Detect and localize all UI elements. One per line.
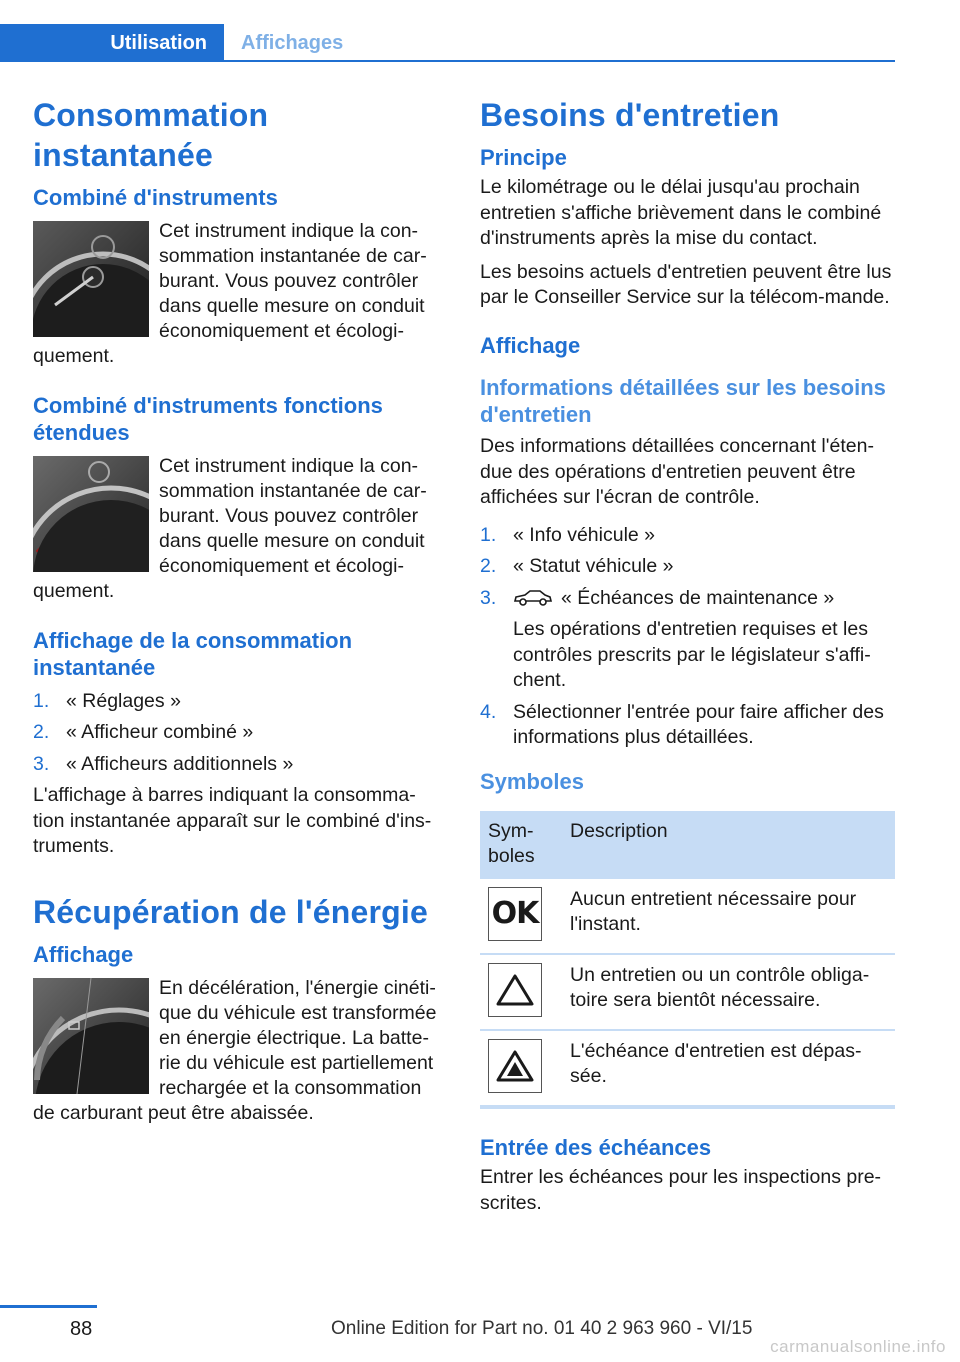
- gauge-image-3: [33, 978, 149, 1094]
- paragraph-infos: Des informations détaillées concernant l'éten-due des opérations d'entretien peuvent être affichées sur l'écran de contrôle.: [480, 435, 874, 509]
- page-number: 88: [70, 1318, 93, 1340]
- section-title-entretien: Besoins d'entretien: [480, 97, 780, 133]
- col-header-symboles: Sym-boles: [480, 811, 562, 879]
- table-row: [480, 1030, 895, 1107]
- warning-triangle-filled-icon: [488, 1039, 542, 1093]
- list-item: 1. « Info véhicule »: [480, 523, 656, 546]
- symbols-table: [480, 811, 895, 1109]
- heading-affichage: Affichage: [480, 332, 581, 358]
- heading-symboles: Symboles: [480, 768, 584, 794]
- col-header-description: Description: [562, 811, 895, 879]
- list-item: 2. « Afficheur combiné »: [33, 721, 254, 744]
- paragraph-principe-2: Les besoins actuels d'entretien peuvent être lus par le Conseiller Service sur la télécom-mande.: [480, 260, 892, 309]
- list-item: 1. « Réglages »: [33, 689, 181, 712]
- table-row: [480, 879, 895, 954]
- tab-underline: [224, 60, 895, 62]
- figure-block-3: [33, 976, 445, 1126]
- gauge-image-2: [33, 456, 149, 572]
- ok-icon: OK: [488, 887, 542, 941]
- heading-combine-etendu: Combiné d'instruments fonctions étendues: [33, 393, 383, 445]
- list-item: 3. « Échéances de maintenance » Les opérations d'entretien requises et les contrôles prescrits par le législateur s'affi-chent.: [480, 586, 896, 694]
- table-row: [480, 954, 895, 1030]
- warning-triangle-outline-icon: [488, 963, 542, 1017]
- symbol-description: L'échéance d'entretien est dépas-sée.: [570, 1039, 862, 1087]
- paragraph-entree: Entrer les échéances pour les inspections pre-scrites.: [480, 1166, 882, 1214]
- list-item: 4. Sélectionner l'entrée pour faire afficher des informations plus détaillées.: [480, 700, 884, 749]
- heading-principe: Principe: [480, 145, 567, 170]
- heading-entree-echeances: Entrée des échéances: [480, 1134, 712, 1160]
- list-item: 2. « Statut véhicule »: [480, 555, 674, 578]
- subheading-infos-detaillees: Informations détaillées sur les besoins d'entretien: [480, 375, 886, 427]
- heading-combine: Combiné d'instruments: [33, 185, 278, 210]
- figure-block-2: [33, 454, 445, 604]
- steps-entretien: [480, 523, 896, 751]
- heading-affichage-consommation: Affichage de la consommation instantanée: [33, 628, 353, 680]
- tab-affichages[interactable]: Affichages: [241, 31, 344, 54]
- left-column: [33, 95, 445, 1132]
- paragraph-recuperation: En décélération, l'énergie cinéti-que du véhicule est transformée en énergie électrique. La batte-rie du véhicule est partiellement rechargée et la consommation de carburant peut être abaissée.: [33, 977, 437, 1125]
- paragraph-barres: L'affichage à barres indiquant la consomma-tion instantanée apparaît sur le combiné d'ins-truments.: [33, 784, 432, 858]
- list-item: 3. « Afficheurs additionnels »: [33, 752, 294, 775]
- paragraph-combine: Cet instrument indique la con-sommation instantanée de car-burant. Vous pouvez contrôler dans quelle mesure on conduit économiquement et écologi-quement.: [33, 220, 427, 368]
- section-title-recuperation: Récupération de l'énergie: [33, 893, 428, 930]
- paragraph-combine-etendu: Cet instrument indique la con-sommation instantanée de car-burant. Vous pouvez contrôler dans quelle mesure on conduit économiquement et écologi-quement.: [33, 455, 427, 603]
- section-title-consommation: Consommation instantanée: [33, 97, 269, 173]
- symbol-description: Un entretien ou un contrôle obliga-toire sera bientôt nécessaire.: [562, 954, 895, 1030]
- footer-rule: [0, 1305, 97, 1308]
- steps-consommation: [33, 689, 445, 778]
- header-tabs: [0, 24, 895, 62]
- tab-utilisation[interactable]: Utilisation: [0, 24, 224, 62]
- paragraph-principe-1: Le kilométrage ou le délai jusqu'au prochain entretien s'affiche brièvement dans le combiné d'instruments après la mise du contact.: [480, 176, 882, 250]
- edition-note: Online Edition for Part no. 01 40 2 963 960 - VI/15: [331, 1318, 753, 1339]
- right-column: [480, 95, 896, 1224]
- watermark: carmanualsonline.info: [770, 1337, 946, 1356]
- table-header-row: [480, 811, 895, 879]
- car-icon: [513, 589, 553, 607]
- step3-detail: Les opérations d'entretien requises et les contrôles prescrits par le législateur s'affi-chent.: [513, 618, 871, 692]
- gauge-image-1: [33, 221, 149, 337]
- heading-affichage-energie: Affichage: [33, 941, 134, 967]
- symbol-description: Aucun entretient nécessaire pour l'instant.: [562, 879, 895, 954]
- figure-block-1: [33, 219, 445, 369]
